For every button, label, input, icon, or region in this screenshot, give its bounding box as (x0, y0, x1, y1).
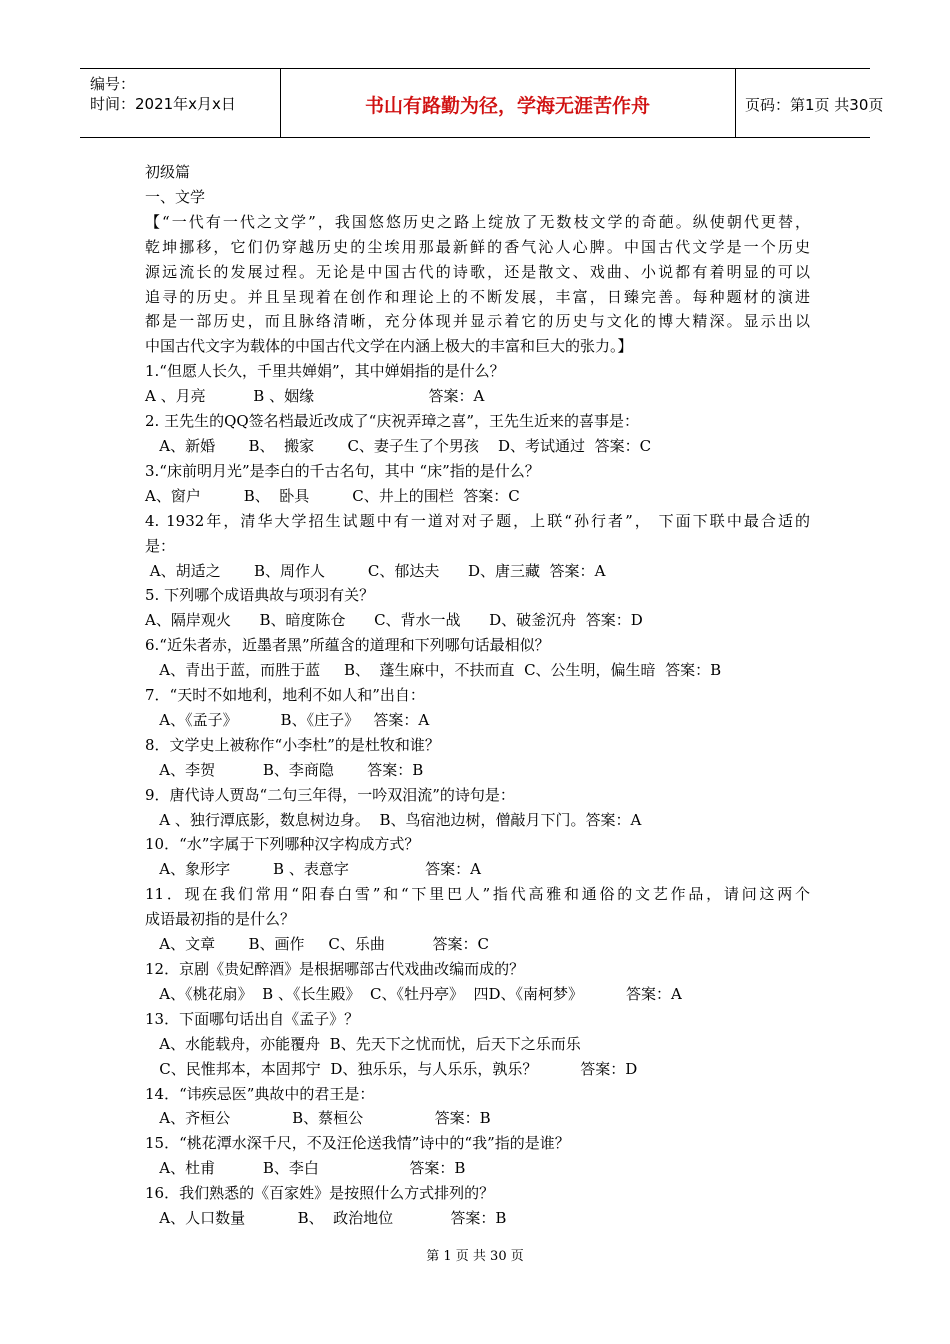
text-line: 追寻的历史。并且呈现着在创作和理论上的不断发展，丰富，日臻完善。每种题材的演进 (145, 287, 810, 306)
text-line: 9．唐代诗人贾岛“二句三年得，一吟双泪流”的诗句是： (145, 785, 515, 804)
text-line: 8．文学史上被称作“小李杜”的是杜牧和谁？ (145, 735, 440, 754)
text-line: C、民惟邦本，本固邦宁 D、独乐乐，与人乐乐，孰乐？ 答案：D (145, 1059, 638, 1078)
text-line: 15．“桃花潭水深千尺，不及汪伦送我情”诗中的“我”指的是谁？ (145, 1134, 570, 1153)
header-motto: 书山有路勤为径，学海无涯苦作舟 (364, 95, 650, 117)
text-line: 成语最初指的是什么？ (145, 910, 296, 929)
text-line: A、窗户 B、 卧具 C、井上的围栏 答案：C (145, 486, 520, 505)
text-line: 4. 1932年，清华大学招生试题中有一道对对子题，上联“孙行者”， 下面下联中最合适的 (145, 511, 810, 530)
text-line: A、新婚 B、 搬家 C、妻子生了个男孩 D、考试通过 答案：C (145, 436, 652, 455)
text-line: A 、月亮 B 、姻缘 答案：A (145, 387, 485, 406)
text-line: A、《桃花扇》 B 、《长生殿》 C、《牡丹亭》 四D、《南柯梦》 答案：A (145, 984, 682, 1003)
text-line: A、人口数量 B、 政治地位 答案：B (145, 1209, 507, 1228)
text-line: 12．京剧《贵妃醉酒》是根据哪部古代戏曲改编而成的？ (145, 960, 525, 978)
header-page-info: 页码：第1页 共30页 (745, 96, 884, 114)
text-line: 14．“讳疾忌医”典故中的君王是： (145, 1084, 375, 1103)
text-line: A、《孟子》 B、《庄子》 答案：A (145, 710, 430, 729)
text-line: 【“一代有一代之文学”，我国悠悠历史之路上绽放了无数枝文学的奇葩。纵使朝代更替， (145, 212, 810, 231)
text-line: 11．现在我们常用“阳春白雪”和“下里巴人”指代高雅和通俗的文艺作品，请问这两个 (145, 885, 810, 904)
text-line: 5. 下列哪个成语典故与项羽有关？ (145, 586, 375, 605)
document-number-label: 编号： (90, 75, 136, 93)
header-meta-cell (80, 69, 281, 137)
text-line: 6.“近朱者赤，近墨者黑”所蕴含的道理和下列哪句话最相似？ (145, 636, 550, 655)
header-page-cell (735, 69, 884, 137)
text-line: 1.“但愿人长久，千里共婵娟”，其中婵娟指的是什么？ (145, 362, 505, 381)
text-line: A、青出于蓝，而胜于蓝 B、 蓬生麻中，不扶而直 C、公生明，偏生暗 答案：B (145, 661, 722, 680)
page-header (80, 68, 884, 138)
text-line: A、隔岸观火 B、暗度陈仓 C、背水一战 D、破釜沉舟 答案：D (145, 611, 643, 630)
text-line: 10．“水”字属于下列哪种汉字构成方式？ (145, 835, 420, 854)
page-footer: 第 1 页 共 30 页 (426, 1249, 524, 1264)
header-motto-cell (280, 69, 736, 137)
text-line: 是： (145, 536, 176, 555)
document-date-label: 时间：2021年x月x日 (90, 95, 236, 113)
text-line: A、杜甫 B、李白 答案：B (145, 1159, 466, 1178)
text-line: 乾坤挪移，它们仍穿越历史的尘埃用那最新鲜的香气沁人心脾。中国古代文学是一个历史 (145, 237, 810, 256)
text-line: A、象形字 B 、表意字 答案：A (145, 860, 481, 879)
text-line: 都是一部历史，而且脉络清晰，充分体现并显示着它的历史与文化的博大精深。显示出以 (145, 312, 810, 331)
text-line: 3.“床前明月光”是李白的千古名句，其中 “床”指的是什么？ (145, 461, 540, 480)
text-line: 中国古代文字为载体的中国古代文学在内涵上极大的丰富和巨大的张力。】 (145, 337, 633, 356)
text-line: A、齐桓公 B、蔡桓公 答案：B (145, 1109, 491, 1128)
text-line: A 、独行潭底影，数息树边身。 B、鸟宿池边树，僧敲月下门。答案：A (145, 810, 642, 829)
text-line: 2. 王先生的QQ签名档最近改成了“庆祝弄璋之喜”，王先生近来的喜事是： (145, 412, 640, 431)
text-line: 13．下面哪句话出自《孟子》？ (145, 1009, 360, 1028)
document-body (145, 160, 810, 1231)
text-line: 7．“天时不如地利，地利不如人和”出自： (145, 686, 425, 705)
text-line: 16．我们熟悉的《百家姓》是按照什么方式排列的？ (145, 1184, 495, 1203)
text-line: 初级篇 (145, 163, 191, 181)
text-line: A、水能载舟，亦能覆舟 B、先天下之忧而忧，后天下之乐而乐 (145, 1034, 581, 1053)
text-line: A、胡适之 B、周作人 C、郁达夫 D、唐三藏 答案：A (145, 561, 606, 580)
text-line: A、文章 B、画作 C、乐曲 答案：C (145, 935, 490, 954)
text-line: A、李贺 B、李商隐 答案：B (145, 760, 424, 779)
text-line: 源远流长的发展过程。无论是中国古代的诗歌，还是散文、戏曲、小说都有着明显的可以 (145, 262, 810, 281)
text-line: 一、文学 (145, 187, 206, 206)
